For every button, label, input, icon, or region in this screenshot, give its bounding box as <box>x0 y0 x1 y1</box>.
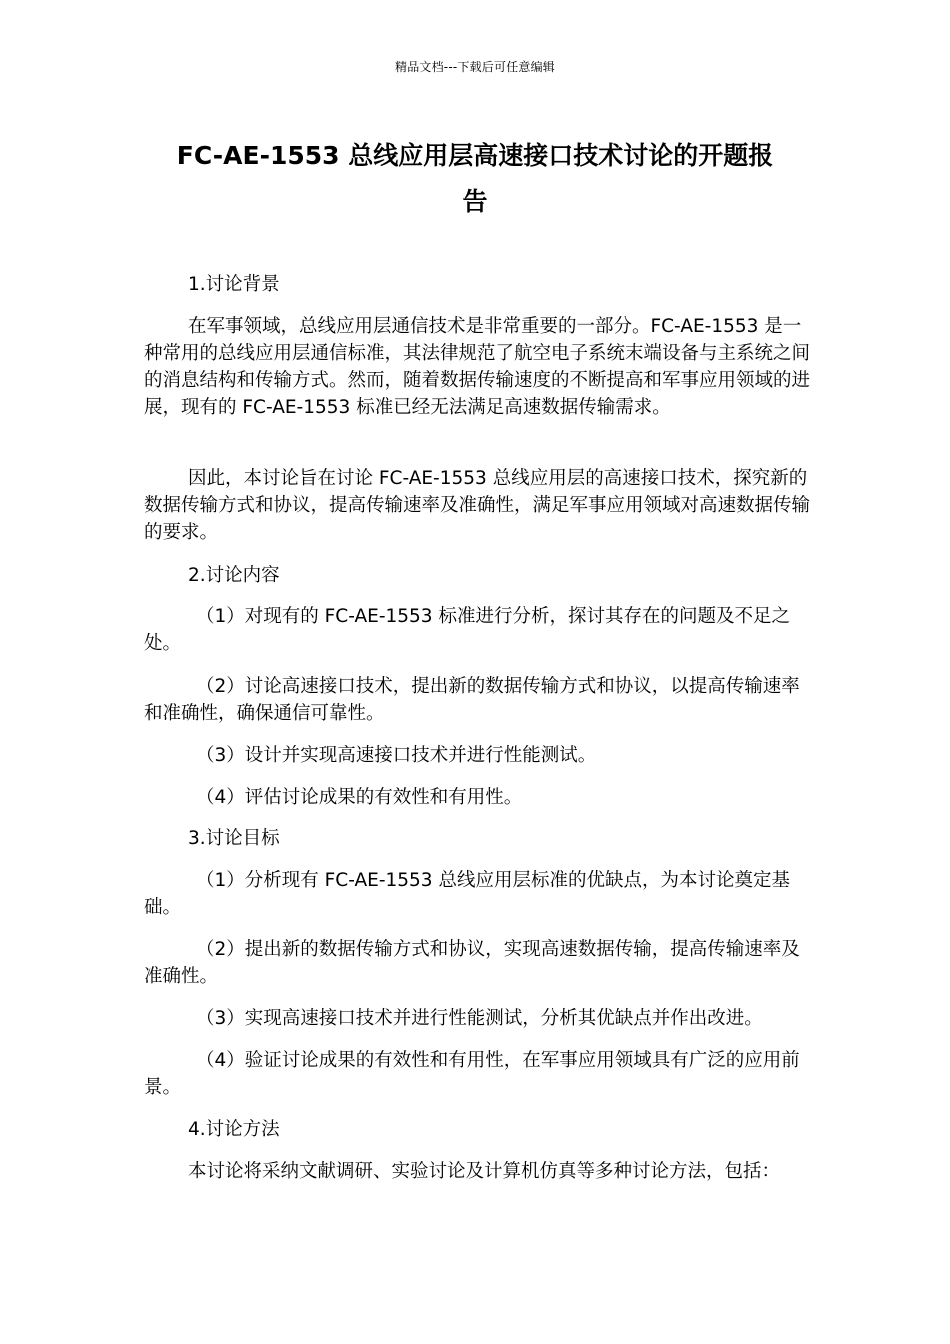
section-heading-content: 2.讨论内容 <box>188 565 280 586</box>
content-item-4: （4）评估讨论成果的有效性和有用性。 <box>196 787 523 808</box>
title-line-1: FC-AE-1553 总线应用层高速接口技术讨论的开题报 <box>176 141 774 170</box>
section-heading-goals: 3.讨论目标 <box>188 828 280 849</box>
paragraph-purpose: 因此，本讨论旨在讨论 FC-AE-1553 总线应用层的高速接口技术，探究新的数据传输方式和协议，提高传输速率及准确性，满足军事应用领域对高速数据传输的要求。 <box>144 468 811 543</box>
header-note: 精品文档---下载后可任意编辑 <box>395 60 555 74</box>
goal-item-1: （1）分析现有 FC-AE-1553 总线应用层标准的优缺点，为本讨论奠定基础。 <box>144 870 790 918</box>
goal-item-4: （4）验证讨论成果的有效性和有用性，在军事应用领域具有广泛的应用前景。 <box>144 1050 800 1098</box>
content-item-1: （1）对现有的 FC-AE-1553 标准进行分析，探讨其存在的问题及不足之处。 <box>144 606 790 654</box>
paragraph-background: 在军事领域，总线应用层通信技术是非常重要的一部分。FC-AE-1553 是一种常用的总线应用层通信标准，其法律规范了航空电子系统末端设备与主系统之间的消息结构和传输方式。然而，随着数据传输速度的不断提高和军事应用领域的进展，现有的 FC-AE-1553 标准已经无法满足高速数据传输需求。 <box>144 316 811 418</box>
title-line-2: 告 <box>462 187 488 216</box>
section-heading-background: 1.讨论背景 <box>188 274 280 295</box>
goal-item-2: （2）提出新的数据传输方式和协议，实现高速数据传输，提高传输速率及准确性。 <box>144 939 800 987</box>
section-heading-methods: 4.讨论方法 <box>188 1119 280 1140</box>
content-item-3: （3）设计并实现高速接口技术并进行性能测试。 <box>196 745 597 766</box>
document-title <box>128 133 822 225</box>
goal-item-3: （3）实现高速接口技术并进行性能测试，分析其优缺点并作出改进。 <box>196 1008 763 1029</box>
paragraph-methods: 本讨论将采纳文献调研、实验讨论及计算机仿真等多种讨论方法，包括： <box>188 1161 781 1182</box>
content-item-2: （2）讨论高速接口技术，提出新的数据传输方式和协议，以提高传输速率和准确性，确保通信可靠性。 <box>144 676 800 724</box>
